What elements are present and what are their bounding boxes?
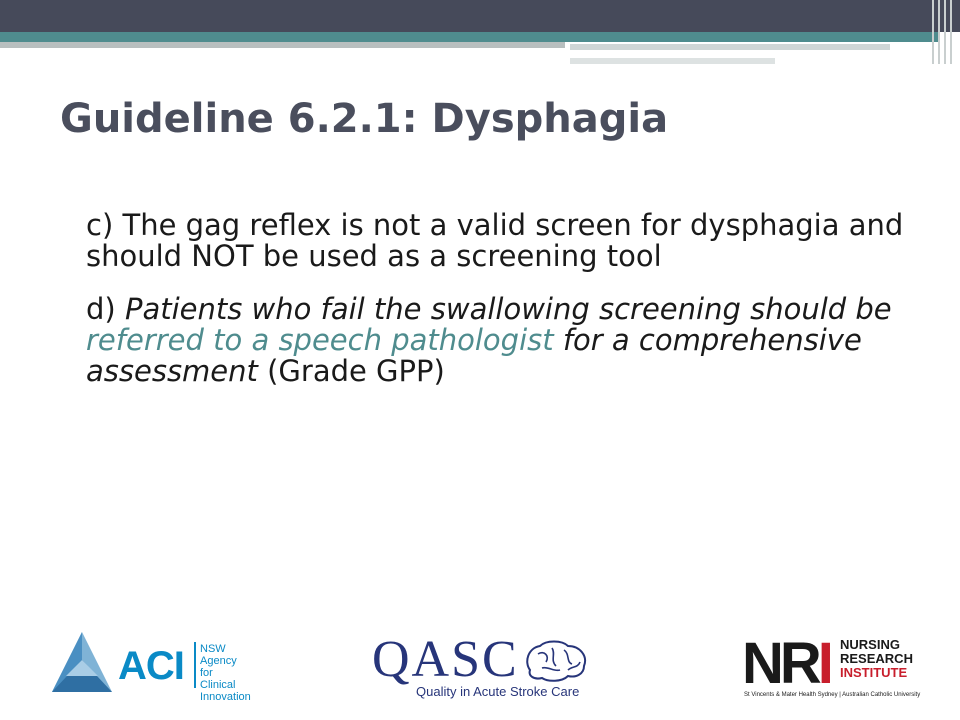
- header-grey-stripe: [0, 42, 565, 48]
- nri-letter-r: R: [779, 631, 818, 696]
- qasc-logo: [372, 631, 592, 702]
- aci-subtitle: NSW Agency for Clinical Innovation: [200, 643, 251, 703]
- nri-letters: [742, 630, 830, 697]
- nri-logo: [736, 630, 921, 702]
- point-d-grade: (Grade GPP): [257, 354, 445, 388]
- aci-wordmark: ACI: [118, 644, 184, 688]
- guideline-point-c: c) The gag reflex is not a valid screen for dysphagia and should NOT be used as a screening tool: [86, 208, 904, 273]
- nri-line-2: RESEARCH: [840, 651, 913, 666]
- header-grey-stripe-short: [570, 58, 775, 64]
- brain-icon: [522, 640, 588, 684]
- header-bar: [0, 0, 960, 32]
- point-d-highlight: referred to a speech pathologist: [86, 323, 554, 357]
- slide-body: [86, 210, 906, 409]
- nri-words: [840, 638, 913, 680]
- qasc-wordmark: QASC: [372, 631, 519, 688]
- header-accent-stripe: [0, 32, 940, 42]
- header-grey-stripe-right: [570, 44, 890, 50]
- header-vertical-lines: [928, 0, 960, 64]
- point-d-italic-text-2: for a comprehensive assessment: [86, 323, 862, 388]
- nri-letter-i: I: [817, 631, 830, 696]
- point-d-italic-text: Patients who fail the swallowing screening should be: [124, 292, 892, 326]
- slide-title: Guideline 6.2.1: Dysphagia: [60, 96, 669, 142]
- aci-divider: [194, 642, 196, 688]
- qasc-subtitle: Quality in Acute Stroke Care: [416, 684, 580, 699]
- guideline-point-d: [86, 294, 906, 387]
- aci-triangle-icon: [50, 630, 114, 700]
- nri-line-1: NURSING: [840, 637, 900, 652]
- nri-footer: St Vincents & Mater Health Sydney | Australian Catholic University: [744, 692, 921, 698]
- aci-logo: [50, 630, 251, 703]
- nri-letter-n: N: [742, 631, 780, 696]
- point-d-prefix: d): [86, 292, 125, 326]
- nri-line-3: INSTITUTE: [840, 665, 908, 680]
